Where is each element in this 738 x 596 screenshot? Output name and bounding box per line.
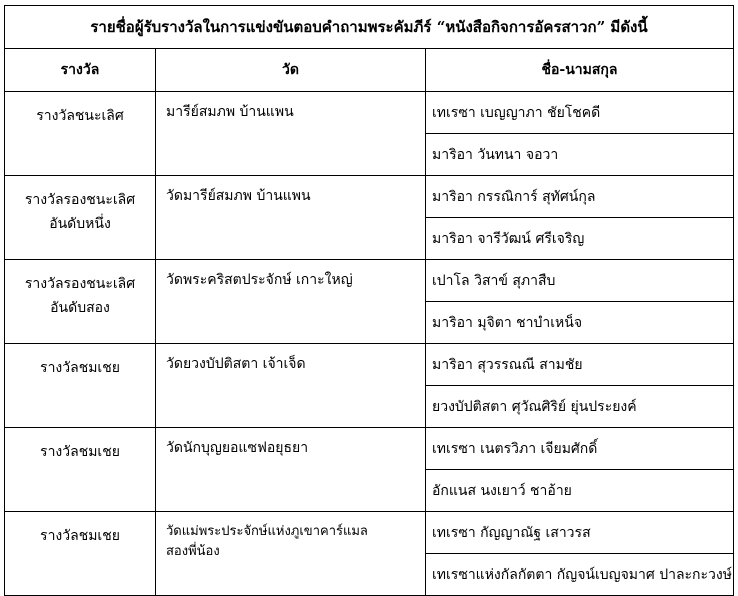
table-title: รายชื่อผู้รับรางวัลในการแข่งขันตอบคำถามพระคัมภีร์ “หนังสือกิจการอัครสาวก” มีดังนี้ — [5, 6, 734, 49]
name-cell: ยวงบัปติสตา ศุวัณศิริย์ ยุ่นประยงค์ — [426, 386, 734, 428]
header-temple: วัด — [156, 49, 426, 92]
name-cell: มาริอา มุจิตา ชาบำเหน็จ — [426, 302, 734, 344]
table-row — [5, 260, 734, 302]
title-row — [5, 6, 734, 49]
name-cell: มาริอา จารีวัฒน์ ศรีเจริญ — [426, 218, 734, 260]
temple-cell: วัดมารีย์สมภพ บ้านแพน — [156, 176, 426, 260]
name-cell: เทเรซา กัญญาณัฐ เสาวรส — [426, 512, 734, 554]
temple-cell: วัดพระคริสตประจักษ์ เกาะใหญ่ — [156, 260, 426, 344]
table-row — [5, 344, 734, 386]
header-row — [5, 49, 734, 92]
name-cell: มาริอา วันทนา จอวา — [426, 134, 734, 176]
award-label: รางวัลชมเชย — [40, 444, 120, 460]
name-cell: มาริอา สุวรรณณี สามชัย — [426, 344, 734, 386]
temple-cell: วัดนักบุญยอแซฟอยุธยา — [156, 428, 426, 512]
award-label: รางวัลรองชนะเลิศ — [24, 276, 136, 292]
header-name: ชื่อ-นามสกุล — [426, 49, 734, 92]
temple-cell: วัดแม่พระประจักษ์แห่งภูเขาคาร์แมล สองพี่น้อง — [156, 512, 426, 596]
header-award: รางวัล — [5, 49, 156, 92]
award-cell — [5, 260, 156, 344]
award-cell — [5, 92, 156, 176]
name-cell: เปาโล วิสาข์ สุภาสืบ — [426, 260, 734, 302]
awards-table-body — [5, 6, 734, 596]
name-cell: เทเรซา เบญญาภา ชัยโชคดี — [426, 92, 734, 134]
table-row — [5, 428, 734, 470]
temple-cell: วัดยวงบัปติสตา เจ้าเจ็ด — [156, 344, 426, 428]
name-cell: อักแนส นงเยาว์ ชาอ้าย — [426, 470, 734, 512]
awards-table — [4, 5, 734, 596]
award-cell — [5, 428, 156, 512]
award-label: รางวัลชมเชย — [40, 360, 120, 376]
table-row — [5, 92, 734, 134]
award-label: อันดับหนึ่ง — [49, 216, 111, 232]
table-row — [5, 512, 734, 554]
award-label: รางวัลชมเชย — [40, 528, 120, 544]
name-cell: มาริอา กรรณิการ์ สุทัศน์กุล — [426, 176, 734, 218]
award-cell — [5, 512, 156, 596]
table-row — [5, 176, 734, 218]
award-label: อันดับสอง — [50, 300, 110, 316]
name-cell: เทเรซาแห่งกัลกัตตา กัญจน์เบญจมาศ ปาละกะวงษ์ — [426, 554, 734, 596]
award-label: รางวัลชนะเลิศ — [36, 108, 124, 124]
award-label: รางวัลรองชนะเลิศ — [24, 192, 136, 208]
award-cell — [5, 344, 156, 428]
temple-cell: มารีย์สมภพ บ้านแพน — [156, 92, 426, 176]
name-cell: เทเรซา เนตรวิภา เจียมศักดิ์ — [426, 428, 734, 470]
award-cell — [5, 176, 156, 260]
